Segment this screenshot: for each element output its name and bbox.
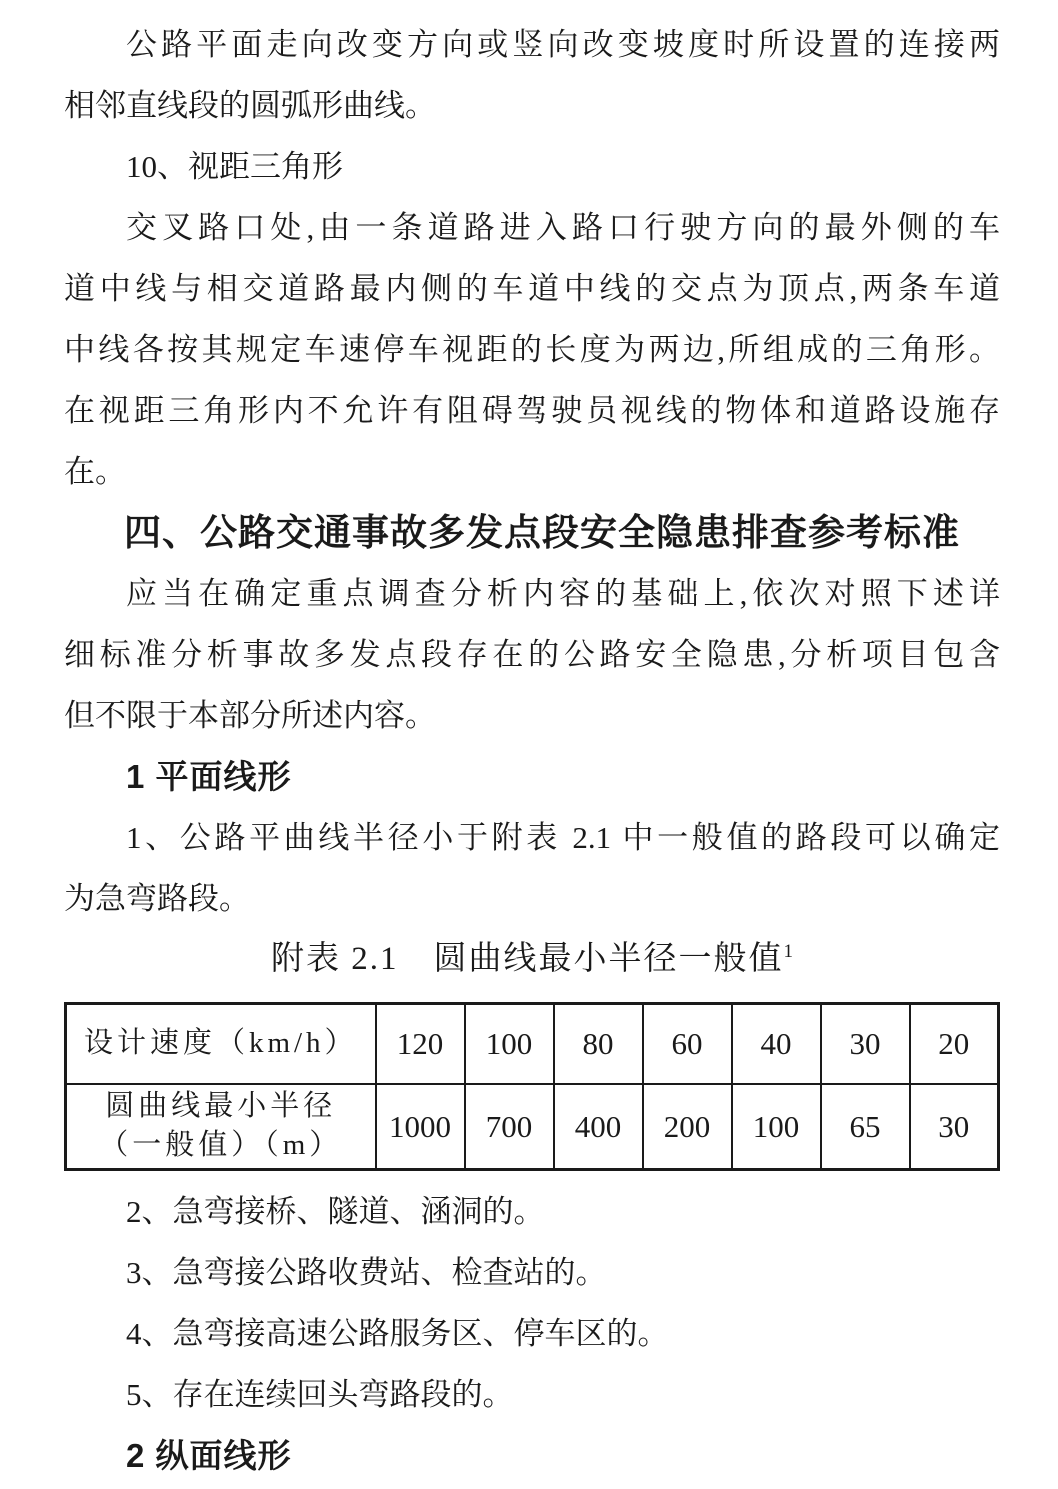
table-row [66,1004,999,1084]
table-cell-row-label [66,1084,376,1170]
table-cell: 200 [643,1084,732,1170]
paragraph-line: 道中线与相交道路最内侧的车道中线的交点为顶点,两条车道 [64,271,1000,306]
paragraph-line: 应当在确定重点调查分析内容的基础上,依次对照下述详 [126,576,1000,611]
table-cell: 60 [643,1004,732,1084]
paragraph-line: 相邻直线段的圆弧形曲线。 [64,88,436,123]
paragraph-line: 为急弯路段。 [64,881,250,916]
numbered-list [64,1181,1000,1425]
subsection-heading-plane-alignment: 1 平面线形 [126,758,292,795]
table-cell: 700 [465,1084,554,1170]
table-cell: 120 [376,1004,465,1084]
table-cell: 100 [465,1004,554,1084]
numbered-item-heading: 10、视距三角形 [126,149,343,184]
section-heading: 四、公路交通事故多发点段安全隐患排查参考标准 [124,512,960,553]
table-cell: 400 [554,1084,643,1170]
table-cell: 30 [821,1004,910,1084]
table-row [66,1084,999,1170]
table-cell: 1000 [376,1084,465,1170]
table-cell: 80 [554,1004,643,1084]
paragraph-line: 但不限于本部分所述内容。 [64,698,436,733]
list-item: 4、急弯接高速公路服务区、停车区的。 [126,1316,669,1351]
subsection-heading-vertical-alignment: 2 纵面线形 [126,1437,292,1474]
paragraph-line: 1、公路平曲线半径小于附表 2.1 中一般值的路段可以确定 [126,820,1000,855]
list-item: 2、急弯接桥、隧道、涵洞的。 [126,1194,545,1229]
table-cell-row-label: 设计速度（km/h） [66,1004,376,1084]
row-label-line: （一般值）（m） [99,1129,343,1162]
paragraph-line: 公路平面走向改变方向或竖向改变坡度时所设置的连接两 [126,27,1000,62]
table-cell: 65 [821,1084,910,1170]
table-cell: 20 [910,1004,999,1084]
row-label-line: 圆曲线最小半径 [105,1090,337,1123]
paragraph-line: 在。 [64,454,126,489]
paragraph-line: 交叉路口处,由一条道路进入路口行驶方向的最外侧的车 [126,210,1000,245]
paragraph-line: 细标准分析事故多发点段存在的公路安全隐患,分析项目包含 [64,637,1000,672]
paragraph-line: 在视距三角形内不允许有阻碍驾驶员视线的物体和道路设施存 [64,393,1000,428]
table-cell: 30 [910,1084,999,1170]
list-item: 5、存在连续回头弯路段的。 [126,1377,514,1412]
table-cell: 40 [732,1004,821,1084]
min-radius-table [64,1002,1000,1171]
table-cell: 100 [732,1084,821,1170]
table-caption-footnote-ref: 1 [783,941,793,962]
list-item: 3、急弯接公路收费站、检查站的。 [126,1255,607,1290]
table-caption [64,929,1000,990]
paragraph-line: 中线各按其规定车速停车视距的长度为两边,所组成的三角形。 [64,332,1000,367]
table-caption-text: 附表 2.1 圆曲线最小半径一般值 [271,941,784,977]
